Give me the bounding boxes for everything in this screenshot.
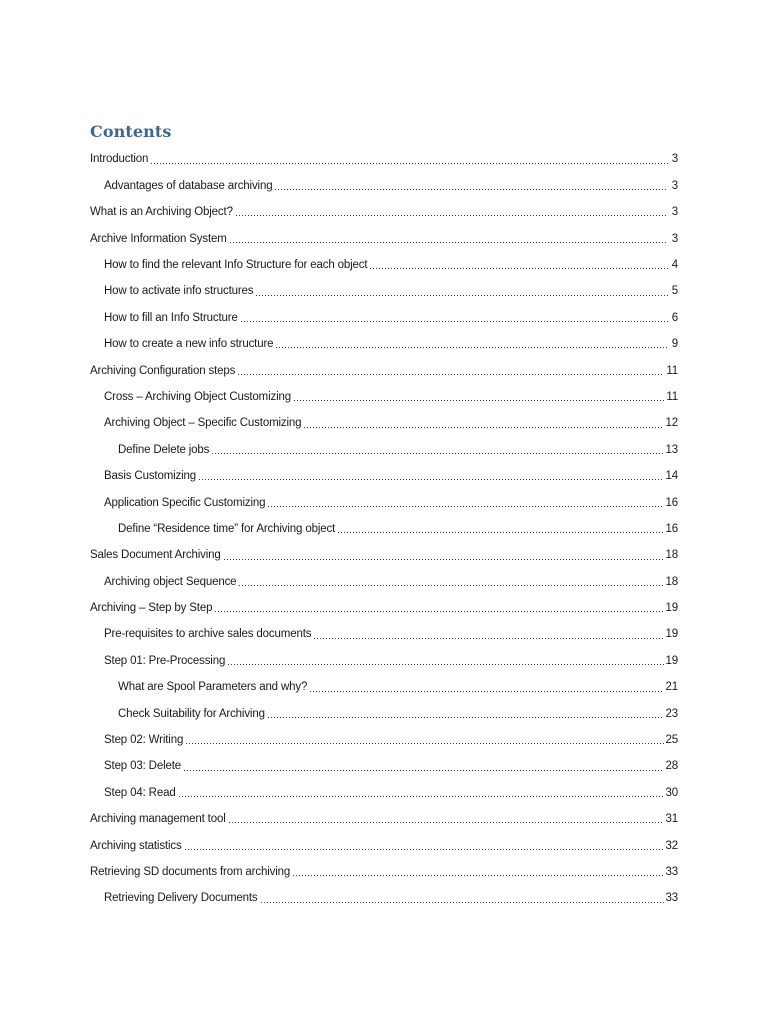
toc-heading: Contents bbox=[90, 122, 172, 141]
toc-entry[interactable] bbox=[90, 569, 678, 595]
toc-entry[interactable] bbox=[90, 200, 678, 226]
toc-entry-page-number: 19 bbox=[665, 654, 678, 667]
dot-leader bbox=[235, 215, 668, 216]
dot-leader bbox=[337, 532, 663, 533]
dot-leader bbox=[267, 506, 663, 507]
toc-entry-page-number: 32 bbox=[665, 839, 678, 852]
toc-entry[interactable] bbox=[90, 860, 678, 886]
dot-leader bbox=[211, 453, 663, 454]
toc-entry-page-number: 18 bbox=[665, 575, 678, 588]
dot-leader bbox=[184, 849, 664, 850]
toc-entry[interactable] bbox=[90, 464, 678, 490]
toc-entry-page-number: 14 bbox=[665, 470, 678, 483]
toc-entry[interactable] bbox=[90, 279, 678, 305]
toc-entry[interactable] bbox=[90, 596, 678, 622]
toc-entry-page-number: 21 bbox=[665, 681, 678, 694]
toc-entry-page-number: 3 bbox=[671, 179, 678, 192]
toc-entry[interactable] bbox=[90, 780, 678, 806]
dot-leader bbox=[313, 638, 663, 639]
toc-entry[interactable] bbox=[90, 701, 678, 727]
toc-entry-page-number: 12 bbox=[665, 417, 678, 430]
dot-leader bbox=[237, 374, 664, 375]
dot-leader bbox=[309, 691, 663, 692]
toc-entry-label: Check Suitability for Archiving bbox=[118, 707, 265, 720]
toc-entry[interactable] bbox=[90, 886, 678, 912]
toc-entry-label: Archiving management tool bbox=[90, 813, 226, 826]
toc-entry-label: What are Spool Parameters and why? bbox=[118, 681, 308, 694]
toc-entry-label: Basis Customizing bbox=[104, 470, 197, 483]
dot-leader bbox=[267, 717, 664, 718]
toc-entry-page-number: 11 bbox=[666, 390, 678, 403]
dot-leader bbox=[293, 400, 664, 401]
toc-entry-page-number: 6 bbox=[671, 311, 678, 324]
dot-leader bbox=[274, 189, 668, 190]
toc-entry-page-number: 28 bbox=[665, 760, 678, 773]
toc-entry[interactable] bbox=[90, 516, 678, 542]
toc-entry[interactable] bbox=[90, 332, 678, 358]
toc-entry-label: Step 02: Writing bbox=[104, 734, 184, 747]
toc-entry-label: Sales Document Archiving bbox=[90, 549, 221, 562]
toc-entry-label: Introduction bbox=[90, 153, 149, 166]
toc-entry-label: Archive Information System bbox=[90, 232, 227, 245]
toc-entry[interactable] bbox=[90, 622, 678, 648]
dot-leader bbox=[255, 295, 668, 296]
toc-entry-page-number: 25 bbox=[665, 734, 678, 747]
toc-entry[interactable] bbox=[90, 385, 678, 411]
toc-entry-label: Archiving statistics bbox=[90, 839, 182, 852]
toc-entry-label: Step 01: Pre-Processing bbox=[104, 654, 226, 667]
dot-leader bbox=[227, 664, 663, 665]
toc-entry-page-number: 3 bbox=[671, 153, 678, 166]
toc-entry-label: Retrieving SD documents from archiving bbox=[90, 865, 291, 878]
dot-leader bbox=[185, 743, 663, 744]
toc-entry-page-number: 33 bbox=[665, 865, 678, 878]
toc-entry-label: Pre-requisites to archive sales documents bbox=[104, 628, 312, 641]
dot-leader bbox=[214, 611, 663, 612]
toc-entry-page-number: 33 bbox=[665, 892, 678, 905]
dot-leader bbox=[150, 163, 668, 164]
toc-entry[interactable] bbox=[90, 411, 678, 437]
dot-leader bbox=[229, 242, 668, 243]
toc-entry-page-number: 3 bbox=[671, 232, 678, 245]
toc-entry[interactable] bbox=[90, 173, 678, 199]
toc-entry-label: Step 04: Read bbox=[104, 786, 176, 799]
toc-entry-page-number: 30 bbox=[665, 786, 678, 799]
toc-entry-label: Define “Residence time” for Archiving object bbox=[118, 522, 336, 535]
toc-entry-label: How to create a new info structure bbox=[104, 338, 274, 351]
toc-entry-page-number: 3 bbox=[671, 206, 678, 219]
toc-entry-label: How to find the relevant Info Structure for each object bbox=[104, 259, 368, 271]
table-of-contents bbox=[90, 147, 678, 912]
toc-entry-page-number: 16 bbox=[665, 522, 678, 535]
toc-entry[interactable] bbox=[90, 754, 678, 780]
toc-entry[interactable] bbox=[90, 490, 678, 516]
dot-leader bbox=[238, 585, 663, 586]
toc-entry-label: Advantages of database archiving bbox=[104, 179, 273, 192]
dot-leader bbox=[303, 427, 663, 428]
toc-entry[interactable] bbox=[90, 147, 678, 173]
dot-leader bbox=[183, 770, 663, 771]
dot-leader bbox=[292, 875, 663, 876]
dot-leader bbox=[198, 479, 663, 480]
dot-leader bbox=[240, 321, 668, 322]
toc-entry-label: What is an Archiving Object? bbox=[90, 206, 233, 219]
toc-entry-label: Define Delete jobs bbox=[118, 443, 210, 456]
dot-leader bbox=[228, 822, 664, 823]
toc-entry-page-number: 31 bbox=[665, 813, 678, 826]
dot-leader bbox=[178, 796, 664, 797]
toc-entry[interactable] bbox=[90, 833, 678, 859]
toc-entry-page-number: 19 bbox=[665, 602, 678, 615]
toc-entry-label: Archiving object Sequence bbox=[104, 575, 237, 588]
toc-entry[interactable] bbox=[90, 728, 678, 754]
toc-entry-page-number: 4 bbox=[671, 259, 678, 271]
toc-entry-label: Step 03: Delete bbox=[104, 760, 182, 773]
toc-entry-label: Retrieving Delivery Documents bbox=[104, 892, 258, 905]
toc-entry[interactable] bbox=[90, 305, 678, 331]
toc-entry[interactable] bbox=[90, 226, 678, 252]
toc-entry[interactable] bbox=[90, 253, 678, 279]
toc-entry-label: Cross – Archiving Object Customizing bbox=[104, 390, 291, 403]
dot-leader bbox=[369, 268, 668, 269]
toc-entry-page-number: 18 bbox=[665, 549, 678, 562]
toc-entry-label: Archiving Configuration steps bbox=[90, 364, 236, 377]
toc-entry-page-number: 5 bbox=[671, 285, 678, 298]
toc-entry[interactable] bbox=[90, 437, 678, 463]
toc-entry-page-number: 19 bbox=[665, 628, 678, 641]
toc-entry[interactable] bbox=[90, 543, 678, 569]
toc-entry-label: Archiving Object – Specific Customizing bbox=[104, 417, 302, 430]
toc-entry-page-number: 9 bbox=[671, 338, 678, 351]
toc-entry[interactable] bbox=[90, 675, 678, 701]
toc-entry-label: Application Specific Customizing bbox=[104, 496, 266, 509]
toc-entry-label: How to fill an Info Structure bbox=[104, 311, 238, 324]
toc-entry-page-number: 13 bbox=[665, 443, 678, 456]
toc-entry-label: Archiving – Step by Step bbox=[90, 602, 213, 615]
toc-entry-page-number: 16 bbox=[665, 496, 678, 509]
toc-entry-page-number: 23 bbox=[665, 707, 678, 720]
dot-leader bbox=[275, 347, 668, 348]
toc-entry[interactable] bbox=[90, 358, 678, 384]
dot-leader bbox=[223, 559, 664, 560]
toc-entry-page-number: 11 bbox=[666, 364, 678, 377]
dot-leader bbox=[260, 902, 664, 903]
toc-entry-label: How to activate info structures bbox=[104, 285, 254, 298]
toc-entry[interactable] bbox=[90, 807, 678, 833]
toc-entry[interactable] bbox=[90, 648, 678, 674]
